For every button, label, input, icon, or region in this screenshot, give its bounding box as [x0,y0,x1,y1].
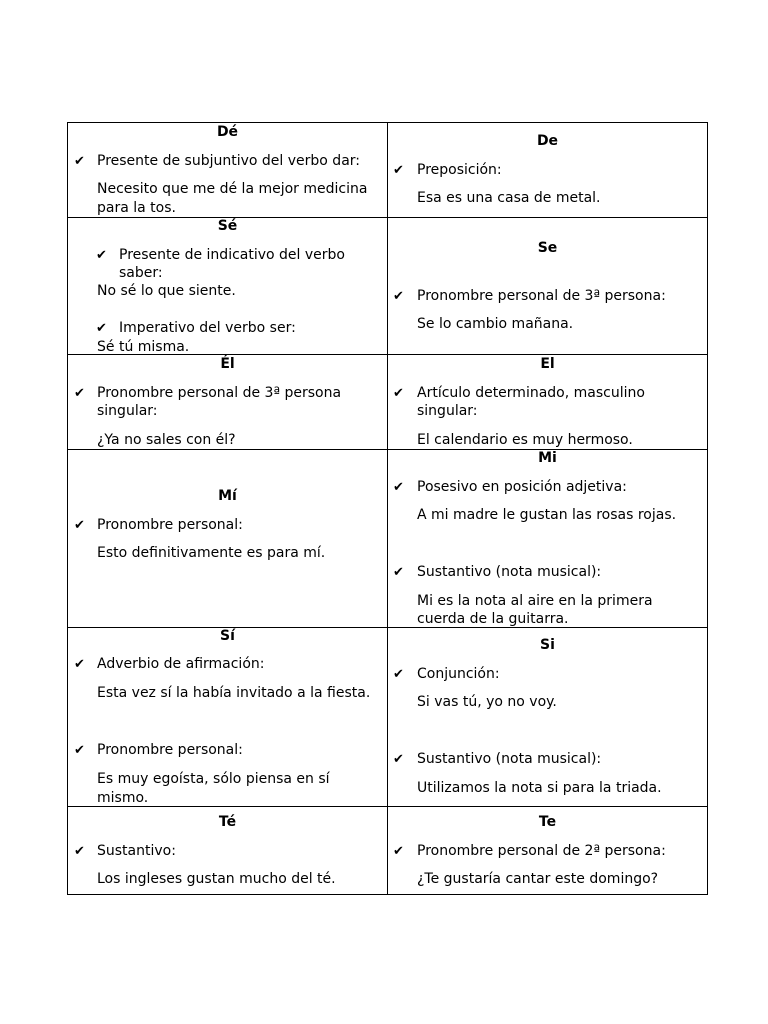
item-example: ¿Te gustaría cantar este domingo? [417,871,659,887]
item-label: saber: [119,265,163,281]
check-icon: ✔ [393,844,404,859]
check-icon: ✔ [74,657,85,672]
item-example: ¿Ya no sales con él? [97,432,236,448]
cell-heading: Dé [216,124,239,140]
cell-heading: Él [220,356,235,372]
check-icon: ✔ [74,518,85,533]
item-label: Sustantivo (nota musical): [417,751,602,767]
item-example: El calendario es muy hermoso. [417,432,633,448]
check-icon: ✔ [74,386,85,401]
check-icon: ✔ [393,163,404,178]
check-icon: ✔ [74,844,85,859]
item-example: Los ingleses gustan mucho del té. [97,871,336,887]
check-icon: ✔ [96,248,107,263]
item-label: Sustantivo: [97,843,176,859]
check-icon: ✔ [393,752,404,767]
cell-heading: Sé [217,218,238,234]
check-icon: ✔ [74,743,85,758]
cell-heading: Mi [538,450,557,466]
check-icon: ✔ [393,289,404,304]
check-icon: ✔ [96,321,107,336]
column-divider [387,122,388,895]
cell-heading: El [540,356,555,372]
check-icon: ✔ [393,565,404,580]
item-label: Imperativo del verbo ser: [119,320,296,336]
item-example: Esto definitivamente es para mí. [97,545,326,561]
item-label: Sustantivo (nota musical): [417,564,602,580]
item-label: Preposición: [417,162,502,178]
item-example: No sé lo que siente. [97,283,236,299]
row-divider [67,806,708,807]
item-example: mismo. [97,790,149,806]
item-example: Mi es la nota al aire en la primera [417,593,653,609]
item-example: Utilizamos la nota si para la triada. [417,780,662,796]
item-label: Pronombre personal de 2ª persona: [417,843,666,859]
cell-heading: Mí [218,488,237,504]
cell-heading: Té [218,814,237,830]
item-example: Sé tú misma. [97,339,190,355]
item-example: Es muy egoísta, sólo piensa en sí [97,771,330,787]
item-example: Se lo cambio mañana. [417,316,574,332]
cell-heading: Si [540,637,555,653]
check-icon: ✔ [393,386,404,401]
item-label: Presente de subjuntivo del verbo dar: [97,153,360,169]
cell-heading: Se [537,240,558,256]
check-icon: ✔ [393,667,404,682]
item-label: Artículo determinado, masculino [417,385,645,401]
item-label: Presente de indicativo del verbo [119,247,345,263]
item-label: singular: [417,403,478,419]
item-example: cuerda de la guitarra. [417,611,569,627]
item-label: Pronombre personal: [97,742,243,758]
item-example: Necesito que me dé la mejor medicina [97,181,368,197]
item-label: Adverbio de afirmación: [97,656,265,672]
item-label: singular: [97,403,158,419]
item-example: Si vas tú, yo no voy. [417,694,557,710]
item-example: Esta vez sí la había invitado a la fiesta. [97,685,371,701]
item-example: A mi madre le gustan las rosas rojas. [417,507,677,523]
item-example: para la tos. [97,200,176,216]
item-label: Pronombre personal de 3ª persona: [417,288,666,304]
item-label: Posesivo en posición adjetiva: [417,479,627,495]
item-label: Conjunción: [417,666,500,682]
item-example: Esa es una casa de metal. [417,190,601,206]
cell-heading: Te [538,814,557,830]
check-icon: ✔ [393,480,404,495]
check-icon: ✔ [74,154,85,169]
cell-heading: De [536,133,559,149]
item-label: Pronombre personal de 3ª persona [97,385,342,401]
item-label: Pronombre personal: [97,517,243,533]
cell-heading: Sí [220,628,235,644]
